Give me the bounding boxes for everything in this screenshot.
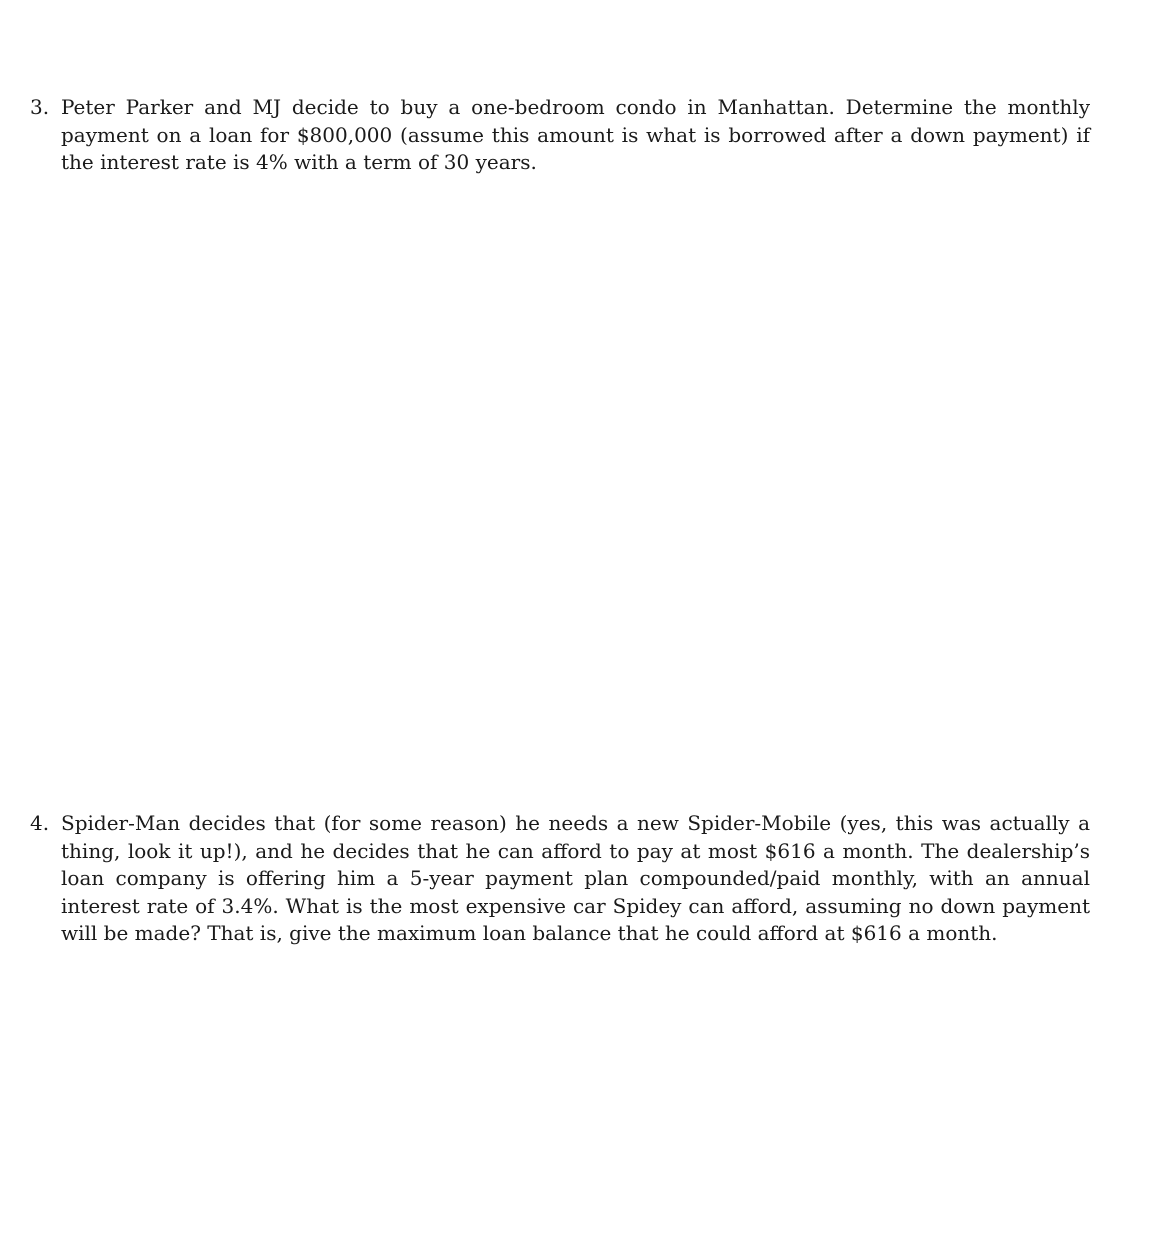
problem-number: 3. xyxy=(30,95,50,119)
problem-text: Spider-Man decides that (for some reason) he needs a new Spider-Mobile (yes, this was actually a thing, look it up!), and he decides that he can afford to pay at most $616 a month. The dealership’s loan company is offering him a 5-year payment plan compounded/paid monthly, with an annual interest rate of 3.4%. What is the most expensive car Spidey can afford, assuming no down payment will be made? That is, give the maximum loan balance that he could afford at $616 a month. xyxy=(61,811,1090,945)
problem-number: 4. xyxy=(30,811,50,835)
problem-text: Peter Parker and MJ decide to buy a one-bedroom condo in Manhattan. Determine the monthly payment on a loan for $800,000 (assume this amount is what is borrowed after a down payment) if the interest rate is 4% with a term of 30 years. xyxy=(61,95,1090,174)
problem-3 xyxy=(30,94,1090,177)
problem-4 xyxy=(30,810,1090,948)
